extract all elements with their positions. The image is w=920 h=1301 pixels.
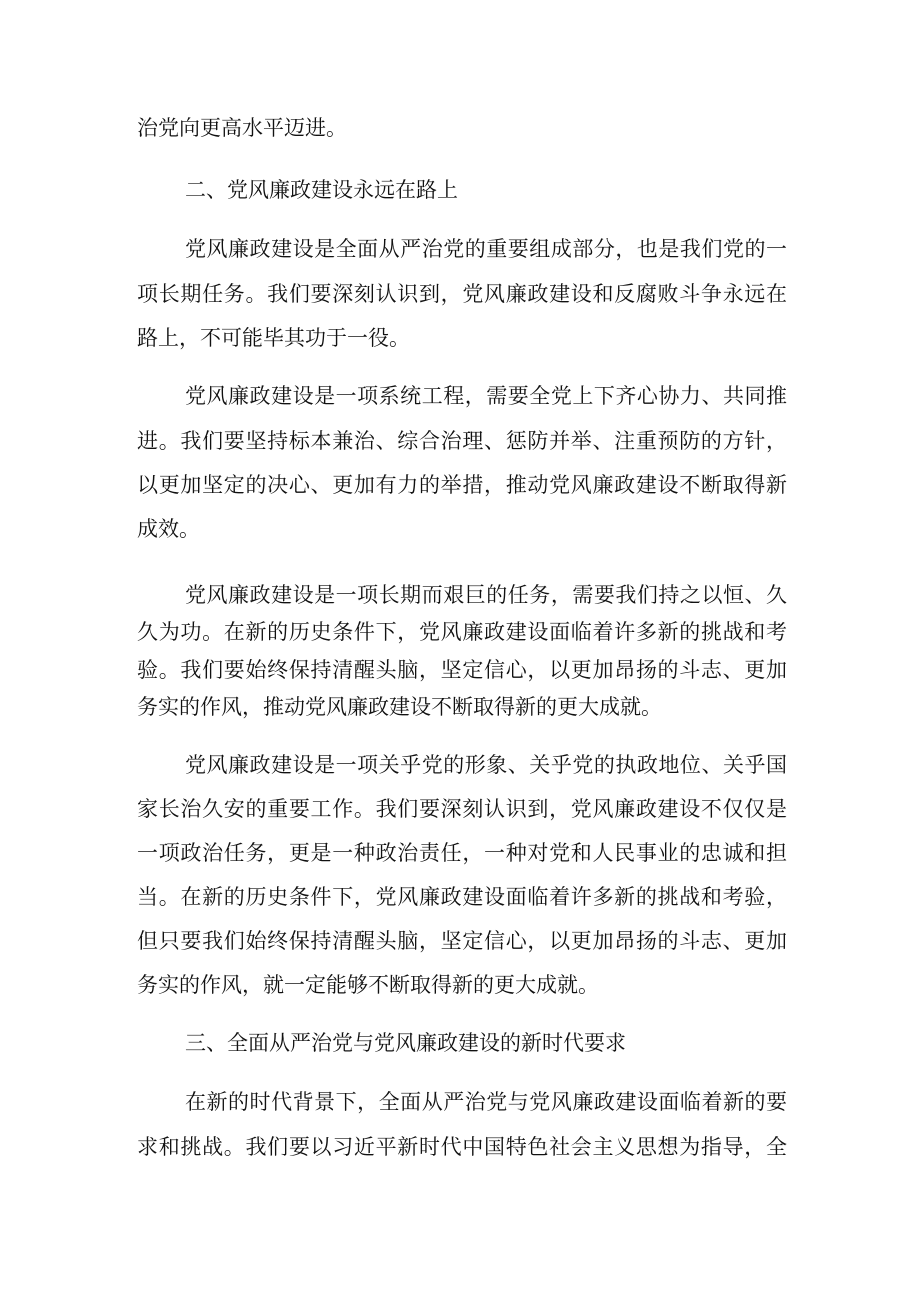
paragraph-line: 务实的作风，就一定能够不断取得新的更大成就。 — [137, 973, 599, 997]
paragraph-line: 务实的作风，推动党风廉政建设不断取得新的更大成就。 — [137, 695, 662, 719]
paragraph-line: 家长治久安的重要工作。我们要深刻认识到，党风廉政建设不仅仅是 — [137, 797, 787, 821]
paragraph-line: 党风廉政建设是一项长期而艰巨的任务，需要我们持之以恒、久 — [185, 583, 787, 607]
paragraph-line: 路上，不可能毕其功于一役。 — [137, 326, 410, 350]
paragraph-line: 进。我们要坚持标本兼治、综合治理、惩防并举、注重预防的方针， — [137, 429, 787, 453]
section-heading: 二、党风廉政建设永远在路上 — [185, 178, 458, 202]
section-heading: 三、全面从严治党与党风廉政建设的新时代要求 — [185, 1031, 626, 1055]
paragraph-line: 项长期任务。我们要深刻认识到，党风廉政建设和反腐败斗争永远在 — [137, 282, 787, 306]
paragraph-line: 久为功。在新的历史条件下，党风廉政建设面临着许多新的挑战和考 — [137, 620, 787, 644]
paragraph-line: 以更加坚定的决心、更加有力的举措，推动党风廉政建设不断取得新 — [137, 473, 787, 497]
paragraph-line: 党风廉政建设是一项关乎党的形象、关乎党的执政地位、关乎国 — [185, 753, 787, 777]
paragraph-line: 但只要我们始终保持清醒头脑，坚定信心，以更加昂扬的斗志、更加 — [137, 929, 787, 953]
paragraph-line: 求和挑战。我们要以习近平新时代中国特色社会主义思想为指导，全 — [137, 1135, 787, 1159]
paragraph-line: 在新的时代背景下，全面从严治党与党风廉政建设面临着新的要 — [185, 1090, 787, 1114]
paragraph-line: 成效。 — [137, 517, 200, 541]
paragraph-line: 治党向更高水平迈进。 — [137, 116, 347, 140]
paragraph-line: 验。我们要始终保持清醒头脑，坚定信心，以更加昂扬的斗志、更加 — [137, 658, 787, 682]
paragraph-line: 当。在新的历史条件下，党风廉政建设面临着许多新的挑战和考验， — [137, 885, 787, 909]
paragraph-line: 党风廉政建设是一项系统工程，需要全党上下齐心协力、共同推 — [185, 384, 787, 408]
paragraph-line: 一项政治任务，更是一种政治责任，一种对党和人民事业的忠诚和担 — [137, 841, 787, 865]
paragraph-line: 党风廉政建设是全面从严治党的重要组成部分，也是我们党的一 — [185, 237, 787, 261]
